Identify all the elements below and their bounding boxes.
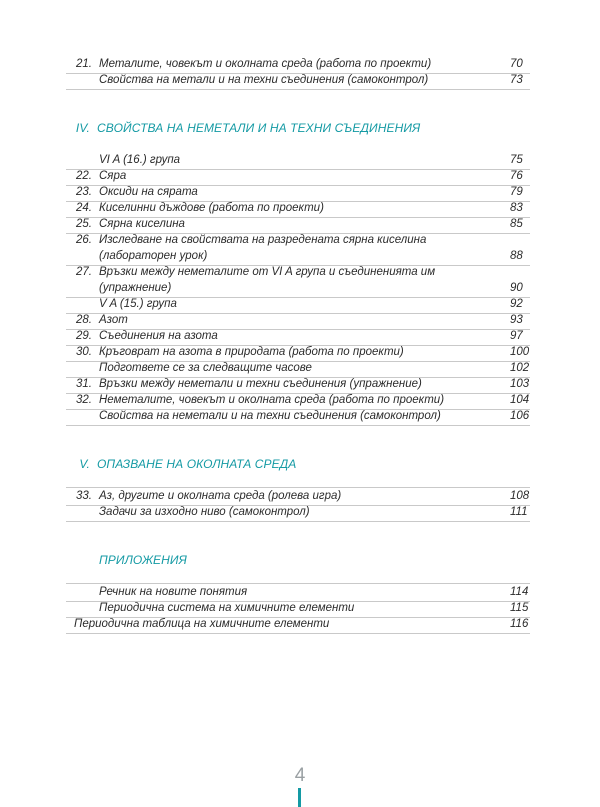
entry-page: 88 — [510, 250, 523, 262]
entry-page: 79 — [510, 186, 523, 198]
entry-title: Периодична система на химичните елементи — [99, 602, 355, 614]
entry-title: VI A (16.) група — [99, 154, 181, 166]
section-title: СВОЙСТВА НА НЕМЕТАЛИ И НА ТЕХНИ СЪЕДИНЕНИЯ — [97, 121, 421, 135]
entry-page: 90 — [510, 282, 523, 294]
entry-title: Сяра — [99, 170, 127, 182]
entry-title: Сярна киселина — [99, 218, 185, 230]
toc-entry — [66, 602, 530, 618]
entry-page: 114 — [510, 586, 529, 598]
entry-page: 85 — [510, 218, 523, 230]
entry-title: Азот — [99, 314, 128, 326]
entry-page: 108 — [510, 490, 530, 502]
entry-title: Неметалите, човекът и околната среда (работа по проекти) — [99, 394, 445, 406]
page-marker-bar — [298, 788, 301, 807]
toc-entry — [66, 362, 530, 378]
entry-page: 106 — [510, 410, 530, 422]
toc-entry — [66, 314, 530, 330]
appendices-heading — [99, 553, 187, 567]
entry-number: 22. — [76, 170, 92, 182]
entry-title: Връзки между неметалите от VI A група и съединенията им — [99, 266, 436, 278]
toc-entry — [66, 506, 530, 522]
entry-number: 24. — [76, 202, 92, 214]
toc-entry — [66, 298, 530, 314]
toc-entry — [66, 394, 530, 410]
entry-title: Свойства на метали и на техни съединения (самоконтрол) — [99, 74, 429, 86]
toc-entry — [66, 170, 530, 186]
entry-title: Речник на новите понятия — [99, 586, 248, 598]
toc-entry — [66, 154, 530, 170]
entry-page: 102 — [510, 362, 530, 374]
entry-number: 26. — [76, 234, 92, 246]
toc-entry — [66, 330, 530, 346]
entry-title-continued: (лабораторен урок) — [99, 250, 208, 262]
entry-number: 31. — [76, 378, 92, 390]
section-title: ОПАЗВАНЕ НА ОКОЛНАТА СРЕДА — [97, 457, 297, 471]
entry-page: 73 — [510, 74, 523, 86]
entry-page: 100 — [510, 346, 530, 358]
toc-entry — [66, 410, 530, 426]
entry-title: V A (15.) група — [99, 298, 177, 310]
entry-title: Подгответе се за следващите часове — [99, 362, 312, 374]
entry-page: 92 — [510, 298, 523, 310]
entry-title: Аз, другите и околната среда (ролева игра) — [99, 490, 342, 502]
toc-entry — [66, 234, 530, 266]
toc-entry — [66, 186, 530, 202]
section-number: IV. — [75, 121, 90, 135]
toc-entry — [66, 378, 530, 394]
entry-title: Оксиди на сярата — [99, 186, 198, 198]
entry-title: Периодична таблица на химичните елементи — [74, 618, 330, 630]
section-title: ПРИЛОЖЕНИЯ — [99, 553, 187, 567]
entry-page: 97 — [510, 330, 523, 342]
entry-page: 115 — [510, 602, 529, 614]
toc-entry — [66, 618, 530, 634]
page-number: 4 — [294, 765, 306, 786]
entry-number: 23. — [76, 186, 92, 198]
divider — [66, 633, 530, 634]
entry-number: 29. — [76, 330, 92, 342]
entry-title: Свойства на неметали и на техни съединения (самоконтрол) — [99, 410, 441, 422]
entry-page: 103 — [510, 378, 530, 390]
entry-number: 30. — [76, 346, 92, 358]
entry-page: 104 — [510, 394, 530, 406]
toc-entry — [66, 490, 530, 506]
divider — [66, 521, 530, 522]
entry-page: 83 — [510, 202, 523, 214]
entry-page: 75 — [510, 154, 523, 166]
divider — [66, 583, 530, 584]
entry-page: 70 — [510, 58, 523, 70]
entry-title: Задачи за изходно ниво (самоконтрол) — [99, 506, 310, 518]
toc-entry — [66, 586, 530, 602]
entry-page: 111 — [510, 506, 528, 518]
toc-entry — [66, 58, 530, 74]
entry-title-continued: (упражнение) — [99, 282, 172, 294]
entry-number: 28. — [76, 314, 92, 326]
entry-page: 76 — [510, 170, 523, 182]
entry-title: Съединения на азота — [99, 330, 218, 342]
section-heading-v — [66, 457, 296, 471]
divider — [66, 487, 530, 488]
divider — [66, 425, 530, 426]
entry-number: 21. — [76, 58, 92, 70]
toc-entry — [66, 202, 530, 218]
divider — [66, 89, 530, 90]
toc-entry — [66, 218, 530, 234]
section-heading-iv — [66, 121, 420, 135]
entry-number: 25. — [76, 218, 92, 230]
entry-page: 93 — [510, 314, 523, 326]
toc-entry — [66, 74, 530, 90]
entry-page: 116 — [510, 618, 529, 630]
entry-title: Киселинни дъждове (работа по проекти) — [99, 202, 324, 214]
entry-title: Изследване на свойствата на разредената сярна киселина — [99, 234, 427, 246]
toc-entry — [66, 346, 530, 362]
entry-title: Връзки между неметали и техни съединения (упражнение) — [99, 378, 422, 390]
entry-number: 33. — [76, 490, 92, 502]
entry-number: 32. — [76, 394, 92, 406]
entry-title: Металите, човекът и околната среда (работа по проекти) — [99, 58, 432, 70]
entry-title: Кръговрат на азота в природата (работа по проекти) — [99, 346, 404, 358]
section-number: V. — [79, 457, 90, 471]
toc-entry — [66, 266, 530, 298]
entry-number: 27. — [76, 266, 92, 278]
